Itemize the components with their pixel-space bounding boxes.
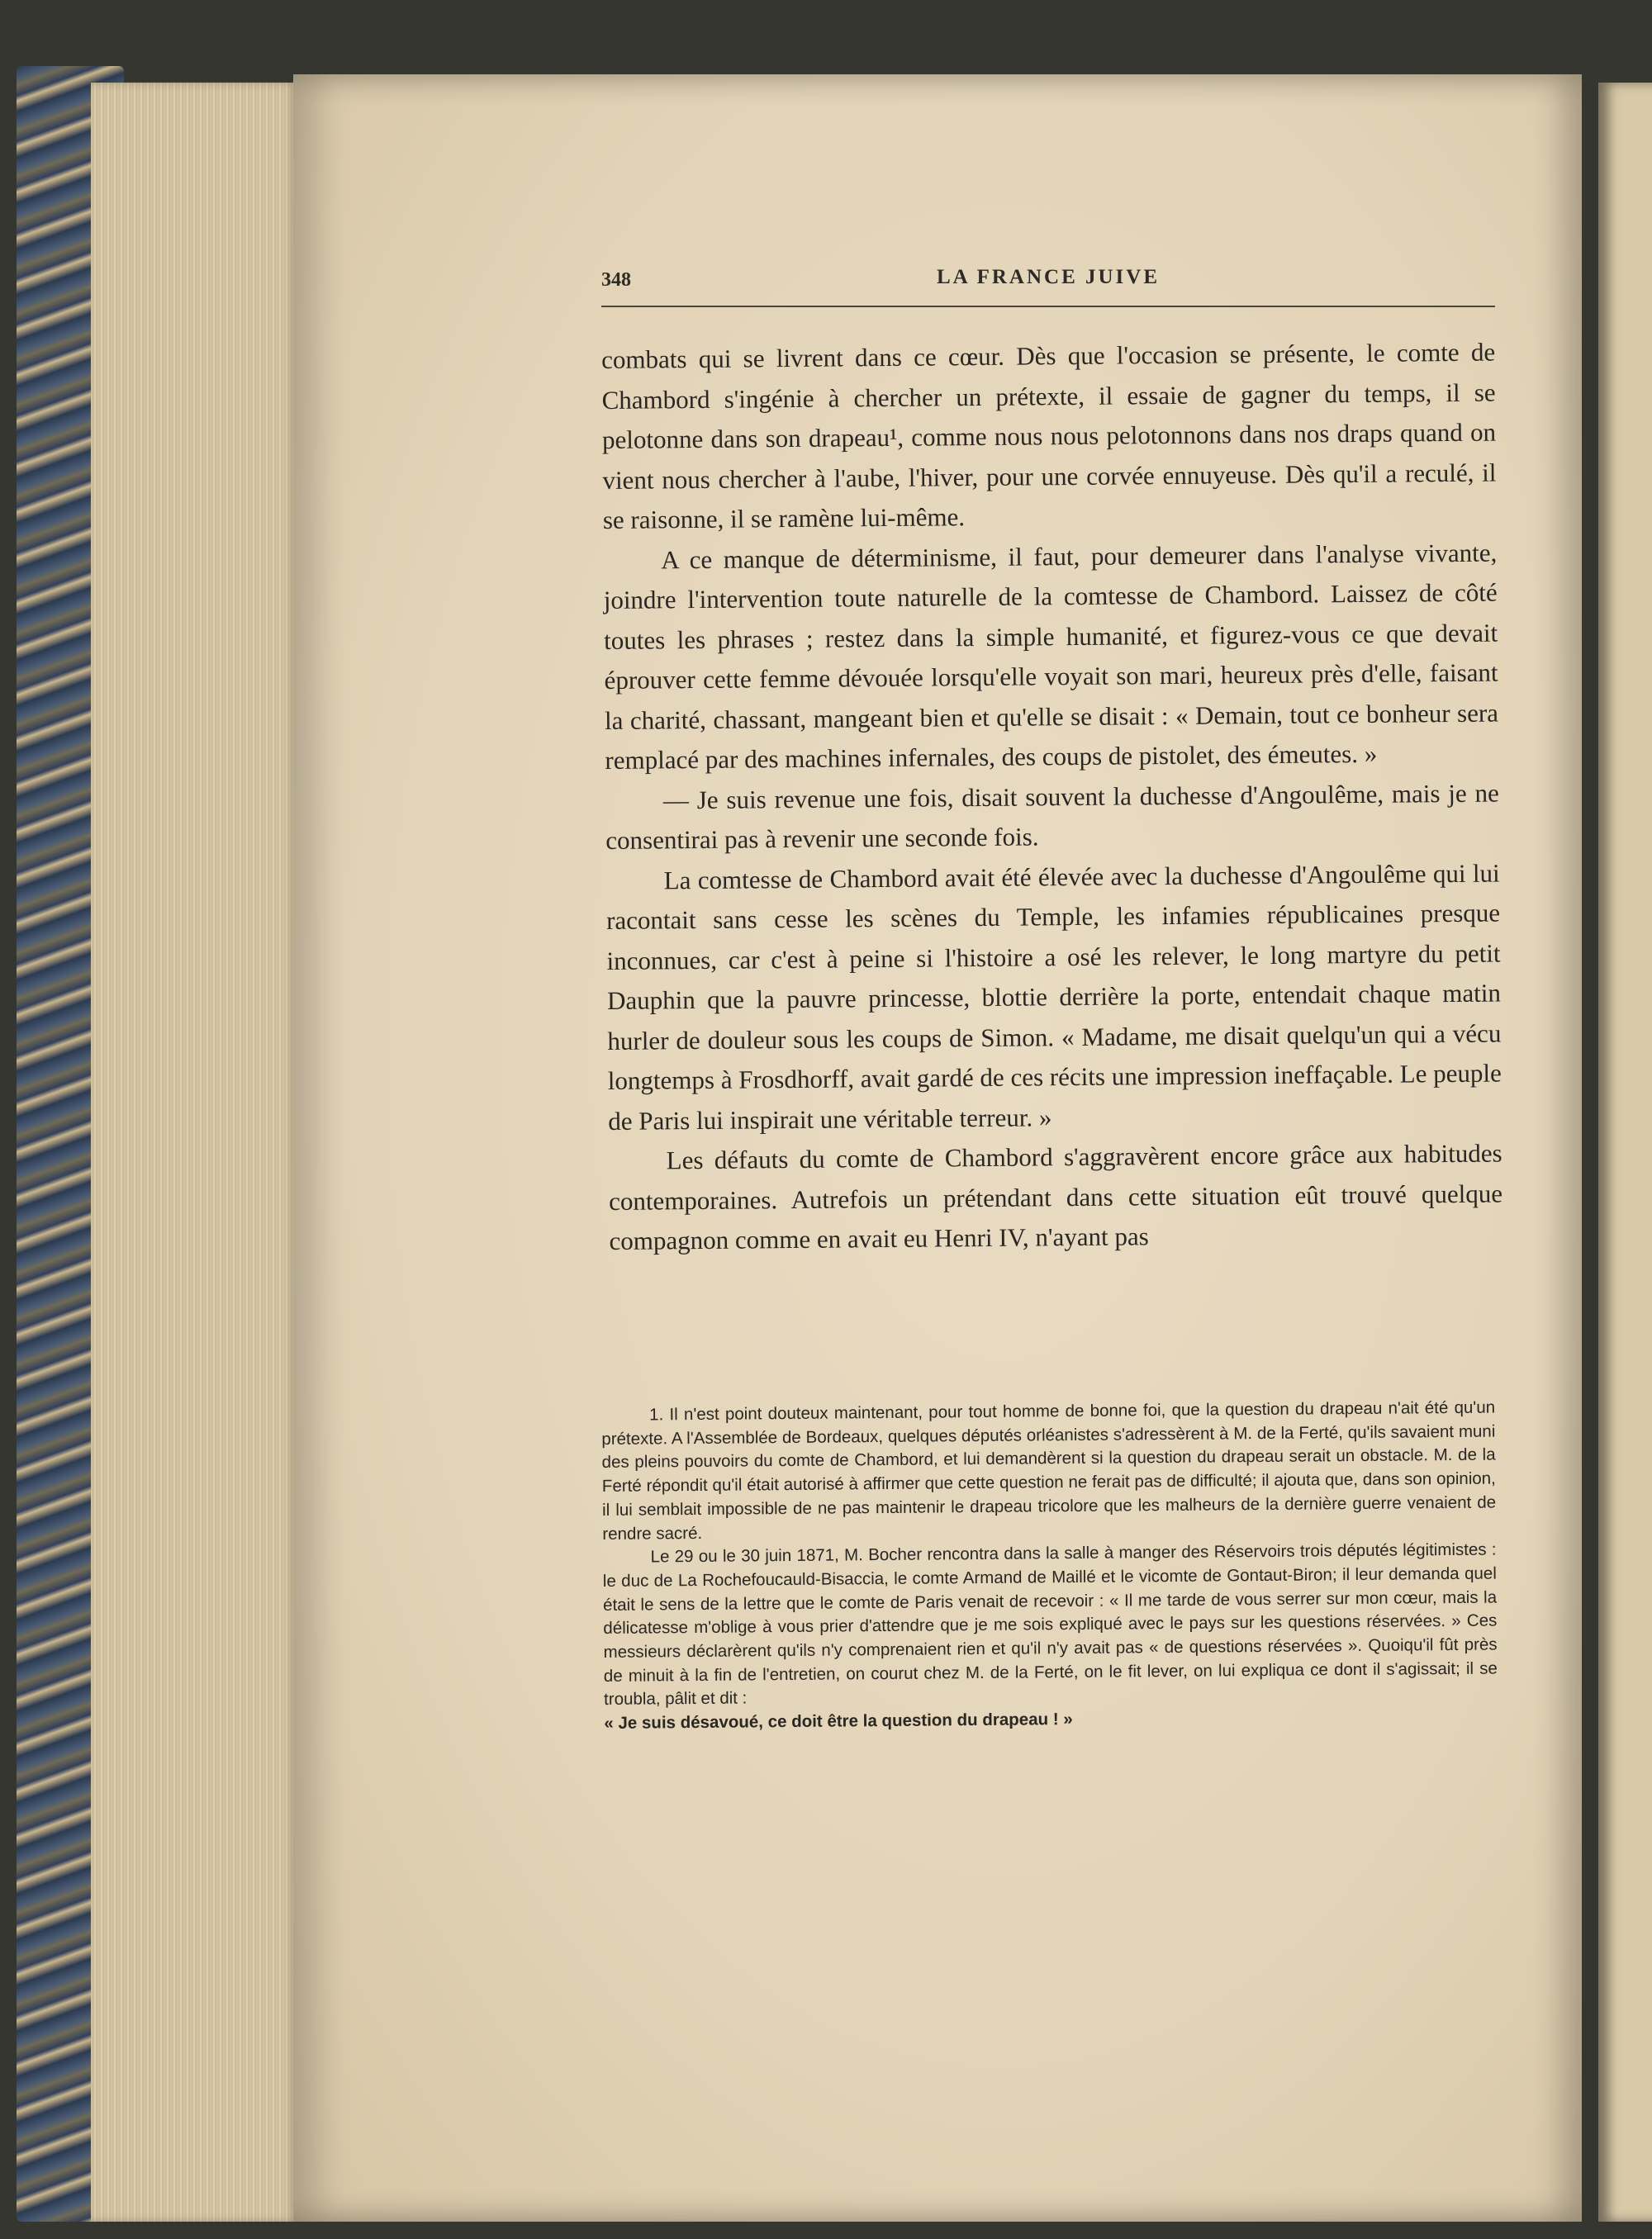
paragraph: — Je suis revenue une fois, disait souvent la duchesse d'Angoulême, mais je ne consentirai pas à revenir une seconde fois. [605, 778, 1499, 855]
facing-page-edge [1598, 83, 1652, 2222]
page-header [601, 264, 1495, 307]
paragraph: combats qui se livrent dans ce cœur. Dès que l'occasion se présente, le comte de Chambord s'ingénie à chercher un prétexte, il essaie de gagner du temps, il se pelotonne dans son drapeau¹, comme nous nous pelotonnons dans nos draps quand on vient nous chercher à l'aube, l'hiver, pour une corvée ennuyeuse. Dès qu'il a reculé, il se raisonne, il se ramène lui-même. [601, 337, 1497, 534]
body-text [601, 333, 1503, 1262]
footnote: 1. Il n'est point douteux maintenant, pour tout homme de bonne foi, que la question du drapeau n'ait été qu'un prétexte. A l'Assemblée de Bordeaux, quelques députés orléanistes s'adressèrent à M. de la Ferté, qu'ils savaient muni des pleins pouvoirs du comte de Chambord, et lui demandèrent si la question du drapeau serait un obstacle. M. de la Ferté répondit qu'il était autorisé à affirmer que cette question ne ferait pas de difficulté; il ajouta que, dans son opinion, il lui semblait impossible de ne pas maintenir le drapeau tricolore que les malheurs de la dernière guerre venaient de rendre sacré. [601, 1397, 1497, 1544]
page-number: 348 [601, 269, 631, 291]
footnotes [601, 1397, 1498, 1736]
paragraph: Les défauts du comte de Chambord s'aggravèrent encore grâce aux habitudes contemporaines. Autrefois un prétendant dans cette situation eût trouvé quelque compagnon comme en avait eu Henri IV, n'ayant pas [608, 1138, 1503, 1255]
paragraph: A ce manque de déterminisme, il faut, pour demeurer dans l'analyse vivante, joindre l'intervention toute naturelle de la comtesse de Chambord. Laissez de côté toutes les phrases ; restez dans la simple humanité, et figurez-vous ce que devait éprouver cette femme dévouée lorsqu'elle voyait son mari, heureux près d'elle, faisant la charité, chassant, mangeant bien et qu'elle se disait : « Demain, tout ce bonheur sera remplacé par des machines infernales, des coups de pistolet, des émeutes. » [603, 538, 1499, 775]
footnote-quote: « Je suis désavoué, ce doit être la question du drapeau ! » [604, 1710, 1073, 1734]
footnote-continued [603, 1539, 1498, 1736]
page-edges [91, 83, 297, 2222]
paragraph: La comtesse de Chambord avait été élevée avec la duchesse d'Angoulême qui lui racontait sans cesse les scènes du Temple, les infamies républicaines presque inconnues, car c'est à peine si l'histoire a osé les relever, le long martyre du petit Dauphin que la pauvre princesse, blottie derrière la porte, entendait chaque matin hurler de douleur sous les coups de Simon. « Madame, me disait quelqu'un qui a vécu longtemps à Frosdhorff, avait gardé de ces récits une impression ineffaçable. Le peuple de Paris lui inspirait une véritable terreur. » [605, 858, 1502, 1136]
running-title: LA FRANCE JUIVE [936, 266, 1161, 288]
footnote-text: Le 29 ou le 30 juin 1871, M. Bocher rencontra dans la salle à manger des Réservoirs trois députés légitimistes : le duc de La Rochefoucauld-Bisaccia, le comte Armand de Maillé et le vicomte de Gontaut-Biron; il leur demanda quel était le sens de la lettre que le comte de Paris venait de recevoir : « Il me tarde de vous serrer sur mon cœur, mais la délicatesse m'oblige à vous prier d'attendre que je me sois expliqué avec le pays sur les questions réservées. » Ces messieurs déclarèrent qu'ils n'y comprenaient rien et qu'il n'y avait pas « de questions réservées ». Quoiqu'il fût près de minuit à la fin de l'entretien, on courut chez M. de la Ferté, on le fit lever, on lui expliqua ce dont il s'agissait; il se troubla, pâlit et dit : [602, 1539, 1498, 1710]
